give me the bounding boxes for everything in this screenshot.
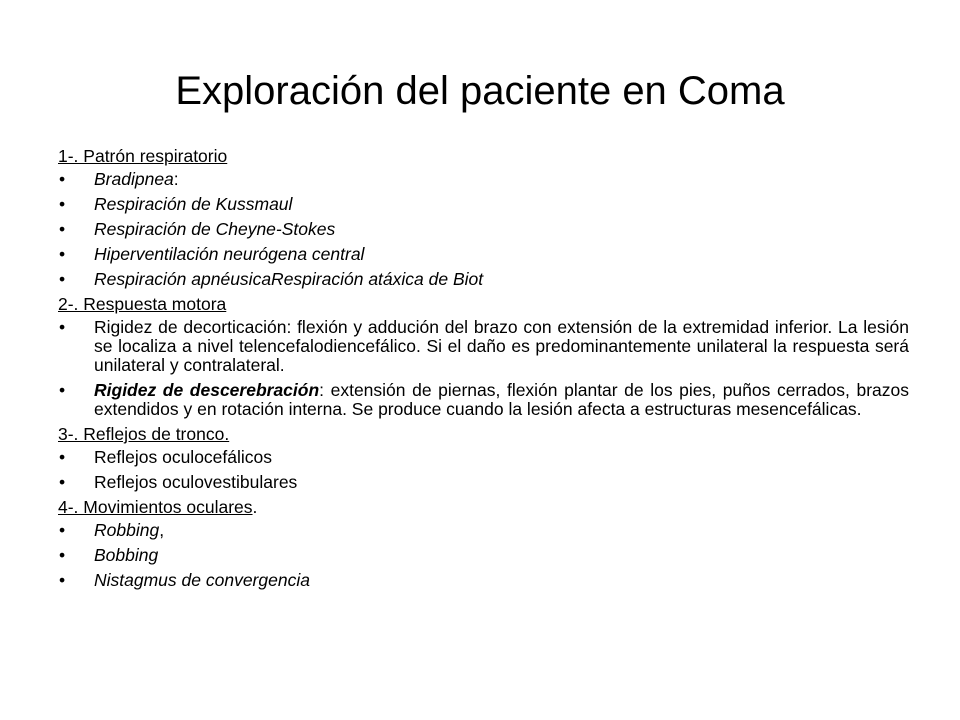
bullet-icon: • <box>59 472 66 492</box>
slide-title: Exploración del paciente en Coma <box>175 69 785 113</box>
bullet-icon: • <box>59 447 66 467</box>
bullet-icon: • <box>59 520 66 540</box>
bullet-icon: • <box>59 269 66 289</box>
bullet-icon: • <box>59 219 66 239</box>
bullet-icon: • <box>59 317 66 337</box>
section-heading-patron-respiratorio: 1-. Patrón respiratorio <box>58 146 228 166</box>
bullet-icon: • <box>59 380 66 400</box>
bullet-icon: • <box>59 545 66 565</box>
list-item: • Reflejos oculovestibulares <box>59 472 298 492</box>
list-item: • Bradipnea: <box>59 169 179 189</box>
list-item: • Respiración de Kussmaul <box>59 194 293 214</box>
list-item: • Reflejos oculocefálicos <box>59 447 273 467</box>
bullet-list-patron-respiratorio <box>58 170 909 289</box>
list-item: • Nistagmus de convergencia <box>59 570 310 590</box>
list-item: • Rigidez de decorticación: flexión y addución del brazo con extensión de la extremidad inferior. La lesión se localiza a nivel telencefalodiencefálico. Si el daño es predominantemente unilateral la respuesta será unilateral y contralateral. <box>59 317 909 375</box>
section-heading-movimientos-oculares: 4-. Movimientos oculares. <box>58 497 258 517</box>
bullet-icon: • <box>59 570 66 590</box>
bullet-list-respuesta-motora <box>58 318 909 419</box>
list-item: • Rigidez de descerebración: extensión de piernas, flexión plantar de los pies, puños cerrados, brazos extendidos y en rotación interna. Se produce cuando la lesión afecta a estructuras mesencefálicas. <box>59 380 909 419</box>
list-item: • Hiperventilación neurógena central <box>59 244 365 264</box>
bullet-list-reflejos-de-tronco <box>58 448 909 492</box>
list-item: • Robbing, <box>59 520 165 540</box>
section-heading-reflejos-de-tronco: 3-. Reflejos de tronco. <box>58 424 230 444</box>
bullet-icon: • <box>59 244 66 264</box>
slide-content <box>58 147 909 596</box>
list-item: • Respiración de Cheyne-Stokes <box>59 219 336 239</box>
list-item: • Respiración apnéusicaRespiración atáxica de Biot <box>59 269 484 289</box>
bullet-icon: • <box>59 194 66 214</box>
section-heading-respuesta-motora: 2-. Respuesta motora <box>58 294 227 314</box>
bullet-list-movimientos-oculares <box>58 521 909 590</box>
bullet-icon: • <box>59 169 66 189</box>
list-item: • Bobbing <box>59 545 159 565</box>
